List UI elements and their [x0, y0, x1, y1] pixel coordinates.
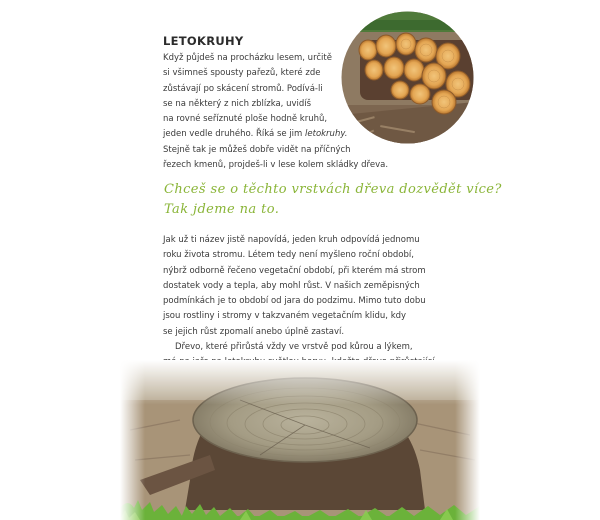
intro-line: řezech kmenů, projdeš‑li v lese kolem skládky dřeva.: [163, 160, 389, 171]
term-letokruhy: letokruhy.: [305, 129, 348, 140]
body-line: podmínkách je to období od jara do podzimu. Mimo tuto dobu: [163, 296, 426, 307]
handwritten-question: [164, 180, 502, 220]
article-title: LETOKRUHY: [163, 34, 244, 48]
body-line: nýbrž odborně řečeno vegetační období, při kterém má strom: [163, 265, 426, 276]
handwritten-line: Tak jdeme na to.: [164, 202, 280, 217]
intro-line: Když půjdeš na procházku lesem, určitě: [163, 53, 332, 63]
handwritten-line: Chceš se o těchto vrstvách dřeva dozvědět více?: [164, 182, 502, 197]
body-line: se jejich růst zpomalí anebo úplně zastaví.: [163, 326, 345, 337]
intro-line: na rovné seříznuté ploše hodně kruhů,: [163, 114, 328, 125]
body-line: dostatek vody a tepla, aby mohl růst. V našich zeměpisných: [163, 280, 420, 291]
body-line: Dřevo, které přirůstá vždy ve vrstvě pod kůrou a lýkem,: [175, 342, 413, 353]
body-line: Jak už ti název jistě napovídá, jeden kruh odpovídá jednomu: [163, 235, 420, 245]
logs-photo: [340, 10, 475, 145]
body-line: roku života stromu. Létem tedy není myšleno roční období,: [163, 250, 414, 261]
body-line: jsou rostliny i stromy v takzvaném vegetačním klidu, kdy: [163, 311, 407, 322]
intro-line: zůstávají po skácení stromů. Podívá‑li: [163, 83, 323, 94]
intro-line: si všimneš spousty pařezů, které zde: [163, 68, 321, 79]
intro-line: se na některý z nich zblízka, uvidíš: [163, 98, 312, 109]
stump-photo: [120, 360, 480, 520]
intro-line: jeden vedle druhého. Říká se jim: [163, 129, 303, 140]
intro-line: Stejně tak je můžeš dobře vidět na příčných: [163, 144, 351, 155]
